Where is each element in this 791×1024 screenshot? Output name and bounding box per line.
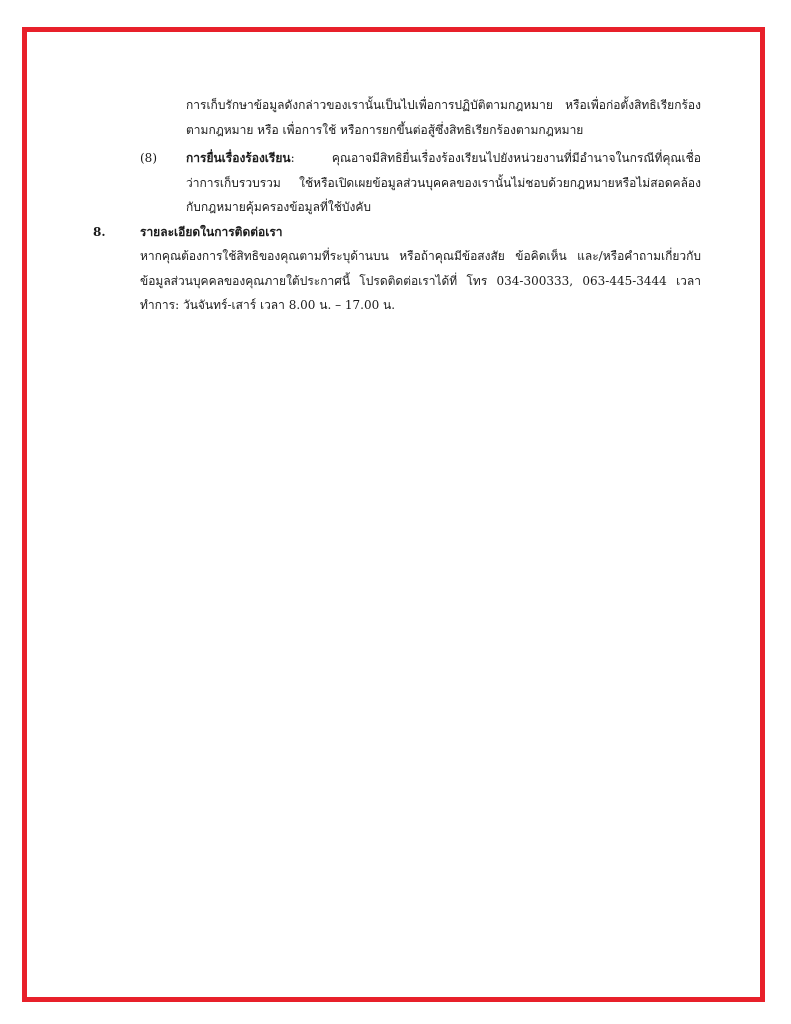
item-8-text: : คุณอาจมีสิทธิยื่นเรื่องร้องเรียนไปยังหน่วยงานที่มีอำนาจในกรณีที่คุณเชื่อว่าการเก็บรวบรวม ใช้หรือเปิดเผยข้อมูลส่วนบุคคลของเรานั้นไม่ชอบด้วยกฎหมายหรือไม่สอดคล้องกับกฎหมายคุ้มครองข้อมูลที่ใช้บังคับ <box>186 151 701 214</box>
item-8-title: การยื่นเรื่องร้องเรียน <box>186 151 291 165</box>
item-8-number: (8) <box>140 151 157 165</box>
section-8-title: รายละเอียดในการติดต่อเรา <box>140 225 283 239</box>
section-8-body: หากคุณต้องการใช้สิทธิของคุณตามที่ระบุด้านบน หรือถ้าคุณมีข้อสงสัย ข้อคิดเห็น และ/หรือคำถามเกี่ยวกับข้อมูลส่วนบุคคลของคุณภายใต้ประกาศนี้ โปรดติดต่อเราได้ที่ โทร 034-300333, 063-445-3444 เวลาทำการ: วันจันทร์-เสาร์ เวลา 8.00 น. – 17.00 น. <box>140 249 701 312</box>
paragraph-continuation: การเก็บรักษาข้อมูลดังกล่าวของเรานั้นเป็นไปเพื่อการปฏิบัติตามกฎหมาย หรือเพื่อก่อตั้งสิทธิเรียกร้องตามกฎหมาย หรือ เพื่อการใช้ หรือการยกขึ้นต่อสู้ซึ่งสิทธิเรียกร้องตามกฎหมาย <box>186 98 701 137</box>
section-8-number: 8. <box>93 225 106 239</box>
item-8-paragraph <box>186 146 701 220</box>
